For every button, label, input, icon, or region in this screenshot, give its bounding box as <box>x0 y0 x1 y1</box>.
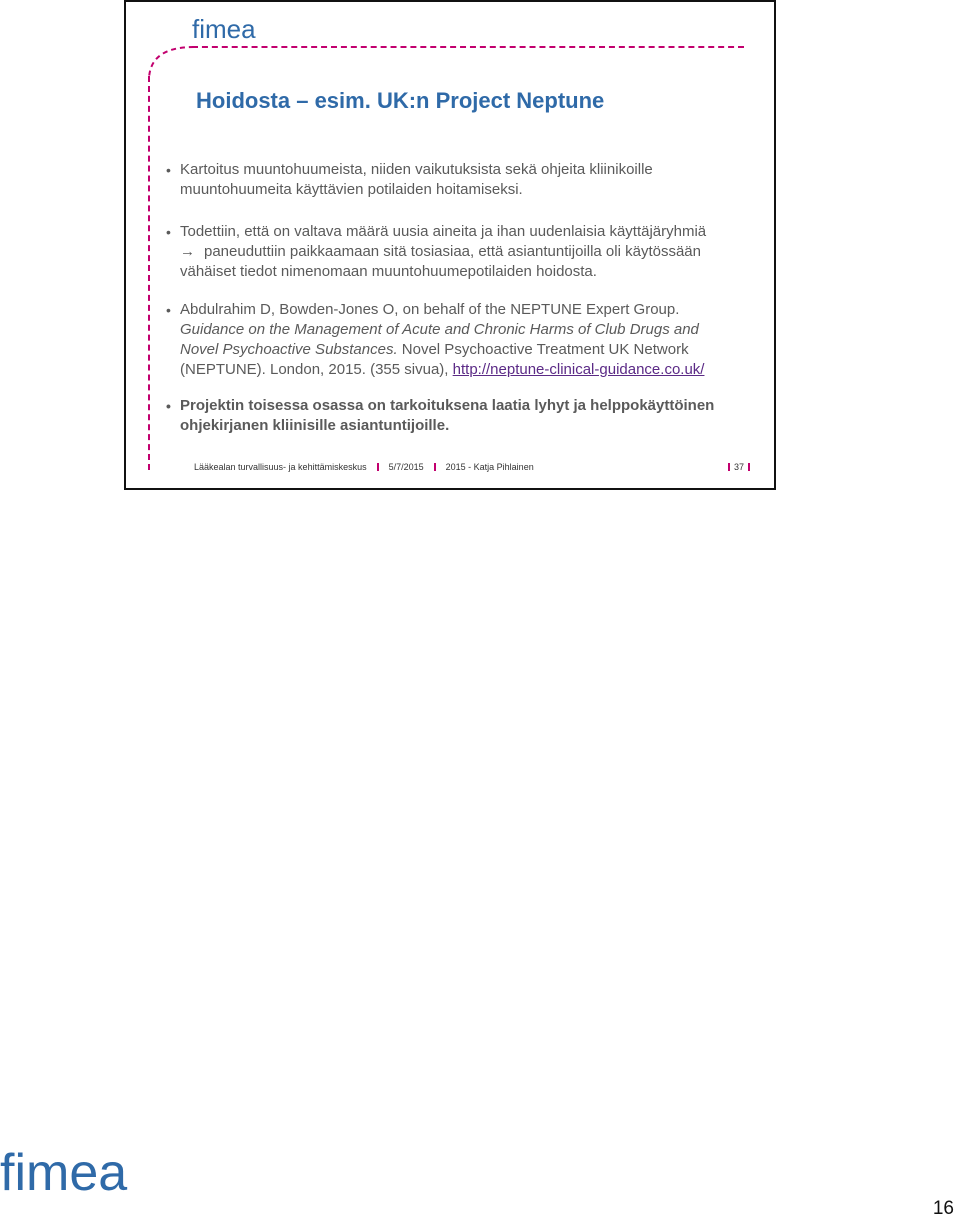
citation-title-line: Guidance on the Management of Acute and Chronic Harms of Club Drugs and <box>180 321 699 338</box>
logo-text: fimea <box>192 16 256 44</box>
bullet-list <box>166 160 766 454</box>
decorative-dashed-line-left <box>148 76 150 470</box>
bullet-dot-icon: • <box>166 302 171 318</box>
slide-title: Hoidosta – esim. UK:n Project Neptune <box>196 88 605 113</box>
bullet-line: (NEPTUNE). London, 2015. (355 sivua), http://neptune-clinical-guidance.co.uk/ <box>180 361 705 378</box>
footer-slide-number: 37 <box>734 462 745 472</box>
bullet-line: muuntohuumeita käyttävien potilaiden hoitamiseksi. <box>180 181 523 198</box>
bullet-line: → paneuduttiin paikkaamaan sitä tosiasiaa, että asiantuntijoilla oli käytössään <box>180 243 701 260</box>
neptune-link[interactable]: http://neptune-clinical-guidance.co.uk/ <box>452 361 705 378</box>
bullet-line: ohjekirjanen kliinisille asiantuntijoille. <box>180 417 450 434</box>
footer-separator <box>748 463 750 471</box>
bullet-line: Novel Psychoactive Substances. Novel Psychoactive Treatment UK Network <box>180 341 689 358</box>
footer-date: 5/7/2015 <box>388 462 424 472</box>
fimea-logo-large <box>0 1148 148 1196</box>
bullet-item <box>166 160 766 200</box>
footer-slide-number-wrap <box>724 462 754 472</box>
bullet-item <box>166 222 766 282</box>
bullet-line: Kartoitus muuntohuumeista, niiden vaikutuksista sekä ohjeita kliinikoille <box>180 161 653 178</box>
footer-author: 2015 - Katja Pihlainen <box>445 462 534 472</box>
decorative-dashed-corner <box>148 46 196 80</box>
bullet-line: Abdulrahim D, Bowden-Jones O, on behalf of the NEPTUNE Expert Group. <box>180 301 680 318</box>
footer-separator <box>434 463 436 471</box>
bullet-line: Projektin toisessa osassa on tarkoituksena laatia lyhyt ja helppokäyttöinen <box>180 397 715 414</box>
slide-footer <box>194 462 745 472</box>
footer-separator <box>377 463 379 471</box>
fimea-logo-small <box>192 16 264 44</box>
logo-text: fimea <box>0 1148 128 1196</box>
bullet-line: Todettiin, että on valtava määrä uusia aineita ja ihan uudenlaisia käyttäjäryhmiä <box>180 223 707 240</box>
footer-separator <box>728 463 730 471</box>
bullet-item <box>166 396 766 436</box>
bullet-item <box>166 300 766 380</box>
slide <box>124 0 776 490</box>
decorative-dashed-line-top <box>192 46 744 48</box>
arrow-right-icon: → <box>180 243 195 260</box>
page-number: 16 <box>932 1198 954 1219</box>
footer-org: Lääkealan turvallisuus- ja kehittämiskeskus <box>194 462 367 472</box>
bullet-dot-icon: • <box>166 398 171 414</box>
bullet-line: vähäiset tiedot nimenomaan muuntohuumepotilaiden hoidosta. <box>180 263 597 280</box>
bullet-dot-icon: • <box>166 224 171 240</box>
bullet-dot-icon: • <box>166 162 171 178</box>
